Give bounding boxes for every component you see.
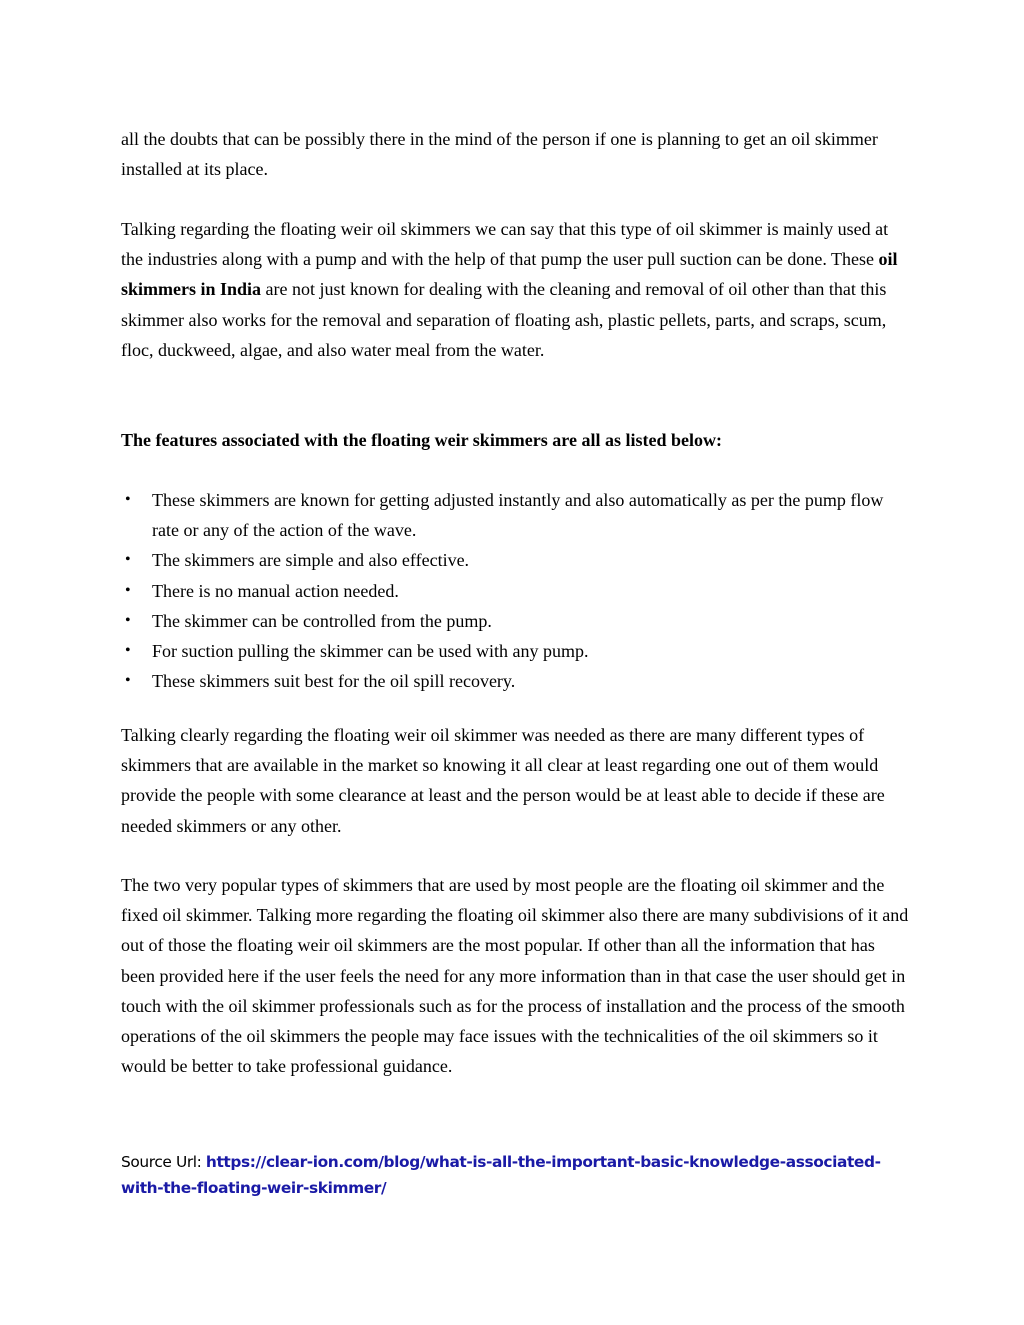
source-url-label: Source Url: <box>121 1153 206 1171</box>
bullet-icon: • <box>125 642 131 660</box>
paragraph-floating-weir <box>121 214 911 365</box>
paragraph-floating-weir-text-before: Talking regarding the floating weir oil skimmers we can say that this type of oil skimmer is mainly used at the industries along with a pump and with the help of that pump the user pull suction can be done. These <box>121 219 889 270</box>
paragraph-intro: all the doubts that can be possibly there in the mind of the person if one is planning to get an oil skimmer installed at its place. <box>121 129 878 180</box>
bullet-icon: • <box>125 581 131 599</box>
list-item-text: The skimmers are simple and also effective. <box>152 550 470 571</box>
bullet-icon: • <box>125 672 131 690</box>
list-item <box>121 545 911 575</box>
paragraph-popular-types: The two very popular types of skimmers that are used by most people are the floating oil skimmer and the fixed oil skimmer. Talking more regarding the floating oil skimmer also there are many subdivisions of it and out of those the floating weir oil skimmers are the most popular. If other than all the information that has been provided here if the user feels the need for any more information than in that case the user should get in touch with the oil skimmer professionals such as for the process of installation and the process of the smooth operations of the oil skimmers the people may face issues with the technicalities of the oil skimmers so it would be better to take professional guidance. <box>121 875 909 1077</box>
bullet-icon: • <box>125 491 131 508</box>
list-item-text: There is no manual action needed. <box>152 580 399 601</box>
paragraph-clarity: Talking clearly regarding the floating weir oil skimmer was needed as there are many different types of skimmers that are available in the market so knowing it all clear at least regarding one out of them would provide the people with some clearance at least and the person would be at least able to decide if these are needed skimmers or any other. <box>121 725 885 836</box>
bullet-icon: • <box>125 611 131 629</box>
source-url-link[interactable]: https://clear-ion.com/blog/what-is-all-the-important-basic-knowledge-associated-with-the-floating-weir-skimmer/ <box>121 1153 881 1197</box>
list-item <box>121 606 911 636</box>
list-item <box>121 666 911 696</box>
list-item-text: These skimmers suit best for the oil spill recovery. <box>152 671 516 692</box>
list-item <box>121 636 911 666</box>
list-item-text: These skimmers are known for getting adjusted instantly and also automatically as per the pump flow rate or any of the action of the wave. <box>152 490 884 541</box>
paragraph-floating-weir-text-after: are not just known for dealing with the cleaning and removal of oil other than that this skimmer also works for the removal and separation of floating ash, plastic pellets, parts, and scraps, scum, floc, duckweed, algae, and also water meal from the water. <box>121 279 887 360</box>
bullet-icon: • <box>125 551 131 569</box>
list-item-text: For suction pulling the skimmer can be used with any pump. <box>152 641 589 662</box>
list-item <box>121 576 911 606</box>
features-list <box>121 485 911 696</box>
source-url-line <box>121 1149 911 1201</box>
list-item <box>121 485 911 545</box>
list-item-text: The skimmer can be controlled from the pump. <box>152 610 492 631</box>
bold-phrase-oil-skimmers-india: oil skimmers in India <box>121 249 898 300</box>
features-heading: The features associated with the floating weir skimmers are all as listed below: <box>121 430 722 450</box>
